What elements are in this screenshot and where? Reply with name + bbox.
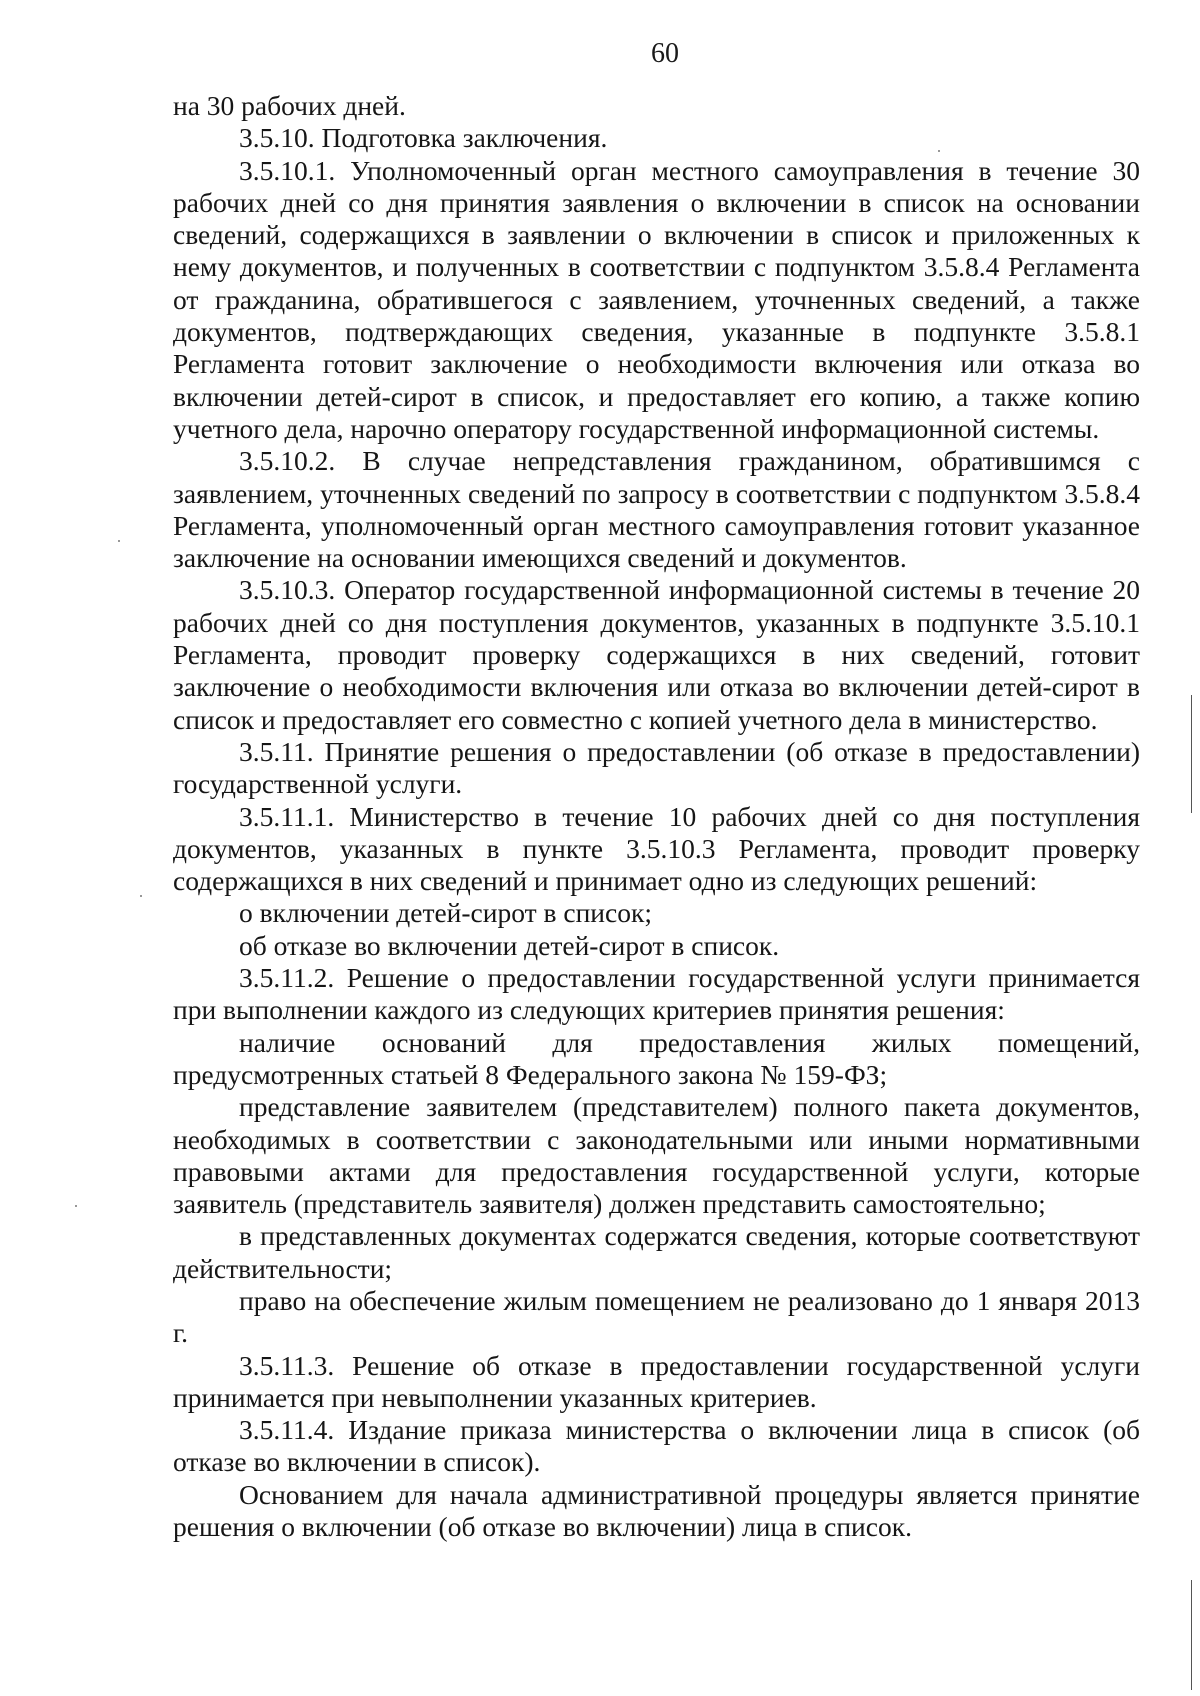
paragraph: 3.5.10.2. В случае непредставления гражданином, обратившимся с заявлением, уточненных сведений по запросу в соответствии с подпунктом 3.5.8.4 Регламента, уполномоченный орган местного самоуправления готовит указанное заключение на основании имеющихся сведений и документов. <box>173 445 1140 574</box>
paragraph: 3.5.10.1. Уполномоченный орган местного самоуправления в течение 30 рабочих дней со дня принятия заявления о включении в список на основании сведений, содержащихся в заявлении о включении в список и приложенных к нему документов, и полученных в соответствии с подпунктом 3.5.8.4 Регламента от гражданина, обратившегося с заявлением, уточненных сведений, а также документов, подтверждающих сведения, указанные в подпункте 3.5.8.1 Регламента готовит заключение о необходимости включения или отказа во включении детей-сирот в список, и предоставляет его копию, а также копию учетного дела, нарочно оператору государственной информационной системы. <box>173 154 1140 444</box>
scan-speck <box>938 150 940 152</box>
scan-edge-line <box>1191 695 1192 813</box>
scan-edge-line <box>1191 1580 1192 1690</box>
list-item: право на обеспечение жилым помещением не реализовано до 1 января 2013 г. <box>173 1284 1140 1349</box>
paragraph: на 30 рабочих дней. <box>173 90 406 121</box>
paragraph: 3.5.11. Принятие решения о предоставлении (об отказе в предоставлении) государственной услуги. <box>173 735 1140 800</box>
list-item: о включении детей-сирот в список; <box>239 897 652 929</box>
list-item: об отказе во включении детей-сирот в список. <box>239 929 780 961</box>
paragraph: 3.5.11.3. Решение об отказе в предоставлении государственной услуги принимается при невыполнении указанных критериев. <box>173 1349 1140 1413</box>
list-item: представление заявителем (представителем) полного пакета документов, необходимых в соответствии с законодательными или иными нормативными правовыми актами для предоставления государственной услуги, которые заявитель (представитель заявителя) должен представить самостоятельно; <box>173 1091 1140 1220</box>
list-item: в представленных документах содержатся сведения, которые соответствуют действительности; <box>173 1220 1140 1284</box>
paragraph: 3.5.10. Подготовка заключения. <box>239 122 608 154</box>
paragraph: 3.5.11.2. Решение о предоставлении государственной услуги принимается при выполнении каждого из следующих критериев принятия решения: <box>173 962 1140 1026</box>
scan-speck <box>75 1205 77 1207</box>
document-body <box>173 90 1140 1543</box>
paragraph: 3.5.10.3. Оператор государственной информационной системы в течение 20 рабочих дней со дня поступления документов, указанных в подпункте 3.5.10.1 Регламента, проводит проверку содержащихся в них сведений, готовит заключение о необходимости включения или отказа во включении детей-сирот в список и предоставляет его совместно с копией учетного дела в министерство. <box>173 574 1140 735</box>
page-number: 60 <box>651 38 679 69</box>
paragraph: 3.5.11.4. Издание приказа министерства о включении лица в список (об отказе во включении в список). <box>173 1414 1140 1478</box>
paragraph: 3.5.11.1. Министерство в течение 10 рабочих дней со дня поступления документов, указанных в пункте 3.5.10.3 Регламента, проводит проверку содержащихся в них сведений и принимает одно из следующих решений: <box>173 800 1140 897</box>
scan-speck <box>140 895 142 897</box>
list-item: наличие оснований для предоставления жилых помещений, предусмотренных статьей 8 Федерального закона № 159-ФЗ; <box>173 1026 1140 1090</box>
paragraph: Основанием для начала административной процедуры является принятие решения о включении (об отказе во включении) лица в список. <box>173 1478 1140 1543</box>
scan-speck <box>118 540 120 542</box>
